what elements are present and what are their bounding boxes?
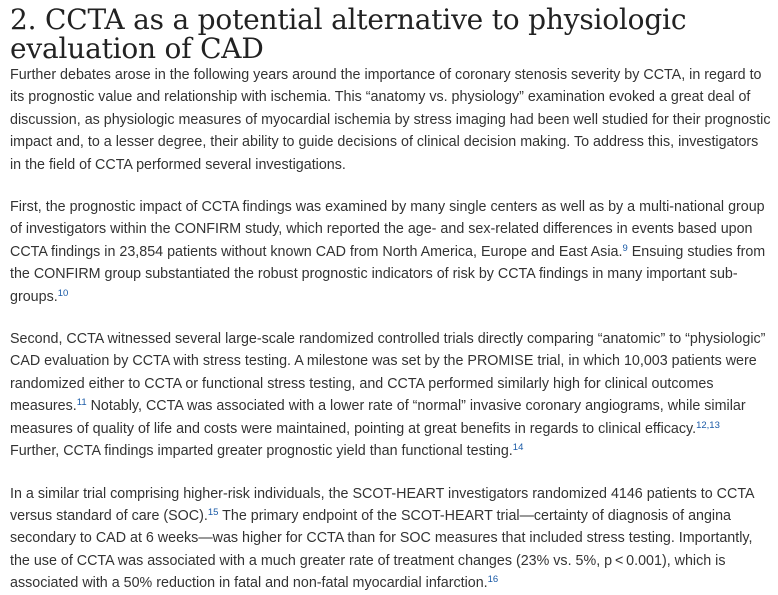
paragraph-3-sentence-3: Further, CCTA findings imparted greater prognostic yield than functional testing. [10, 443, 513, 460]
paragraph-2 [10, 196, 772, 308]
paragraph-1 [10, 64, 772, 176]
paragraph-3-sentence-2: Notably, CCTA was associated with a lower rate of “normal” invasive coronary angiograms, while similar measures of quality of life and costs were maintained, pointing at great benefits in regards to clinical efficacy. [10, 398, 746, 437]
paragraph-4 [10, 483, 772, 595]
paragraph-2-sentence-2: Ensuing studies from the CONFIRM group substantiated the robust prognostic indicators of risk by CCTA findings in many important sub-groups. [10, 243, 766, 305]
citation-link-12-13[interactable]: 12,13 [696, 419, 720, 431]
section-heading [10, 0, 772, 63]
citation-link-10[interactable]: 10 [57, 287, 69, 299]
citation-link-15[interactable]: 15 [207, 506, 219, 518]
paragraph-2-sentence-1: First, the prognostic impact of CCTA findings was examined by many single centers as well as by a multi-national group of investigators within the CONFIRM study, which reported the age- and sex-related differences in events based upon CCTA findings in 23,854 patients without known CAD from North America, Europe and East Asia. [10, 199, 765, 260]
paragraph-3-sentence-1: Second, CCTA witnessed several large-scale randomized controlled trials directly comparing “anatomic” to “physiologic” CAD evaluation by CCTA with stress testing. A milestone was set by the PROMISE trial, in which 10,003 patients were randomized either to CCTA or functional stress testing, and CCTA performed similarly high for clinical outcomes measures. [10, 331, 766, 415]
article-section [10, 0, 772, 595]
citation-12-13[interactable] [696, 419, 720, 430]
citation-link-11[interactable]: 11 [76, 397, 87, 409]
paragraph-4-sentence-1: In a similar trial comprising higher-risk individuals, the SCOT-HEART investigators randomized 4146 patients to CCTA versus standard of care (SOC). [10, 485, 754, 524]
citation-link-16[interactable]: 16 [487, 573, 499, 585]
citation-11[interactable] [77, 397, 87, 408]
paragraph-4-sentence-2: The primary endpoint of the SCOT-HEART trial—certainty of diagnosis of angina secondary to CAD at 6 weeks—was higher for CCTA than for SOC measures that included stress testing. Importantly, the use of CCTA was associated with a much greater rate of treatment changes (23% vs. 5%, p < 0.001), which is associated with a 50% reduction in fatal and non-fatal myocardial infarction. [10, 507, 753, 592]
citation-15[interactable] [208, 507, 219, 518]
citation-link-14[interactable]: 14 [512, 441, 524, 453]
citation-14[interactable] [513, 442, 524, 453]
citation-16[interactable] [488, 574, 499, 585]
paragraph-1-text: Further debates arose in the following years around the importance of coronary stenosis severity by CCTA, in regard to its prognostic value and relationship with ischemia. This “anatomy vs. physiology” examination evoked a great deal of discussion, as physiologic measures of myocardial ischemia by stress imaging had been well studied for their prognostic impact and, to a lesser degree, their ability to guide decisions of clinical decision making. To address this, investigators in the field of CCTA performed several investigations. [10, 67, 771, 173]
citation-10[interactable] [58, 287, 69, 298]
citation-link-9[interactable]: 9 [622, 242, 628, 254]
heading-line-2: evaluation of CAD [10, 32, 264, 65]
paragraph-3 [10, 328, 772, 462]
heading-line-1: 2. CCTA as a potential alternative to physiologic [10, 3, 687, 36]
